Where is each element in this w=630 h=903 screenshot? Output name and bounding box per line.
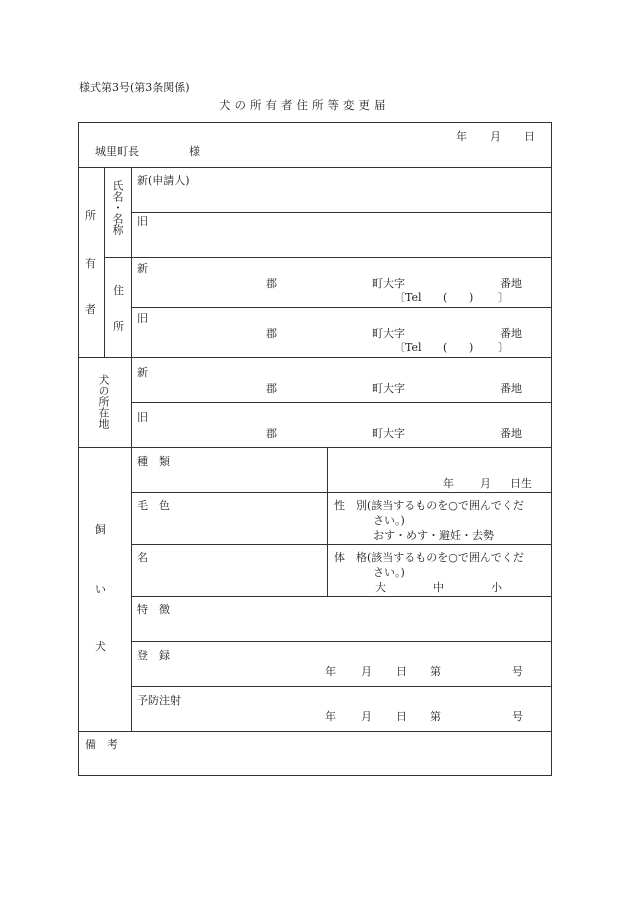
addr-new-tel-paren-open: (: [443, 291, 448, 304]
size-label: 体 格(該当するものを○で囲んでくだ: [334, 551, 524, 564]
loc-new-gun: 郡: [266, 382, 277, 395]
size-label-cont: さい。): [373, 566, 405, 579]
dog-location-label: 犬の所在地: [97, 374, 110, 429]
addr-new-tel-close: 〕: [498, 291, 509, 304]
reg-dai: 第: [430, 665, 441, 678]
sex-options: おす・めす・避妊・去勢: [373, 529, 494, 542]
vac-dai: 第: [430, 710, 441, 723]
addr-old-tel: 〔Tel: [394, 341, 422, 354]
loc-old-gun: 郡: [266, 427, 277, 440]
loc-new-banchi: 番地: [500, 382, 522, 395]
dog-label-2: い: [95, 583, 106, 596]
address-label-1: 住: [113, 284, 124, 297]
name-column-label: 氏名・名称: [111, 180, 124, 235]
loc-new-label: 新: [137, 366, 148, 379]
addr-new-banchi: 番地: [500, 277, 522, 290]
breed-label: 種 類: [137, 455, 170, 468]
addr-old-gun: 郡: [266, 327, 277, 340]
form-table: [78, 122, 552, 776]
owner-old-label: 旧: [137, 215, 148, 228]
vac-go: 号: [512, 710, 523, 723]
loc-old-banchi: 番地: [500, 427, 522, 440]
dog-label-3: 犬: [95, 640, 106, 653]
loc-old-machi: 町大字: [372, 427, 405, 440]
loc-old-label: 旧: [137, 411, 148, 424]
birth-month: 月: [480, 477, 491, 490]
birth-year: 年: [443, 477, 454, 490]
reg-year: 年: [325, 665, 336, 678]
addr-new-tel-paren-close: ): [469, 291, 474, 304]
owner-label-3: 者: [85, 303, 96, 316]
addr-old-tel-paren-open: (: [443, 341, 448, 354]
addr-new-label: 新: [137, 262, 148, 275]
honorific: 様: [189, 145, 200, 158]
registration-label: 登 録: [137, 649, 170, 662]
features-label: 特 徴: [137, 603, 170, 616]
form-title: 犬の所有者住所等変更届: [219, 98, 390, 112]
reg-go: 号: [512, 665, 523, 678]
birth-day: 日生: [510, 477, 532, 490]
size-small: 小: [491, 581, 502, 594]
date-year: 年: [456, 130, 467, 143]
reg-month: 月: [361, 665, 372, 678]
addr-new-tel: 〔Tel: [394, 291, 422, 304]
vac-day: 日: [396, 710, 407, 723]
addr-new-machi: 町大字: [372, 277, 405, 290]
color-label: 毛 色: [137, 499, 170, 512]
loc-new-machi: 町大字: [372, 382, 405, 395]
addr-old-tel-paren-close: ): [469, 341, 474, 354]
date-month: 月: [490, 130, 501, 143]
dog-label-1: 飼: [95, 523, 106, 536]
sex-label-cont: さい。): [373, 514, 405, 527]
owner-new-label: 新(申請人): [137, 174, 190, 187]
address-label-2: 所: [113, 320, 124, 333]
reg-day: 日: [396, 665, 407, 678]
date-day: 日: [524, 130, 535, 143]
addressee: 城里町長: [95, 145, 139, 158]
addr-old-tel-close: 〕: [498, 341, 509, 354]
addr-old-label: 旧: [137, 312, 148, 325]
size-medium: 中: [433, 581, 444, 594]
addr-old-banchi: 番地: [500, 327, 522, 340]
remarks-label: 備 考: [85, 738, 118, 751]
size-large: 大: [375, 581, 386, 594]
vac-month: 月: [361, 710, 372, 723]
owner-label-2: 有: [85, 257, 96, 270]
vaccination-label: 予防注射: [137, 694, 181, 707]
form-number: 様式第3号(第3条関係): [79, 81, 190, 94]
addr-new-gun: 郡: [266, 277, 277, 290]
dog-name-label: 名: [137, 551, 148, 564]
vac-year: 年: [325, 710, 336, 723]
sex-label: 性 別(該当するものを○で囲んでくだ: [334, 499, 524, 512]
addr-old-machi: 町大字: [372, 327, 405, 340]
owner-label-1: 所: [85, 209, 96, 222]
